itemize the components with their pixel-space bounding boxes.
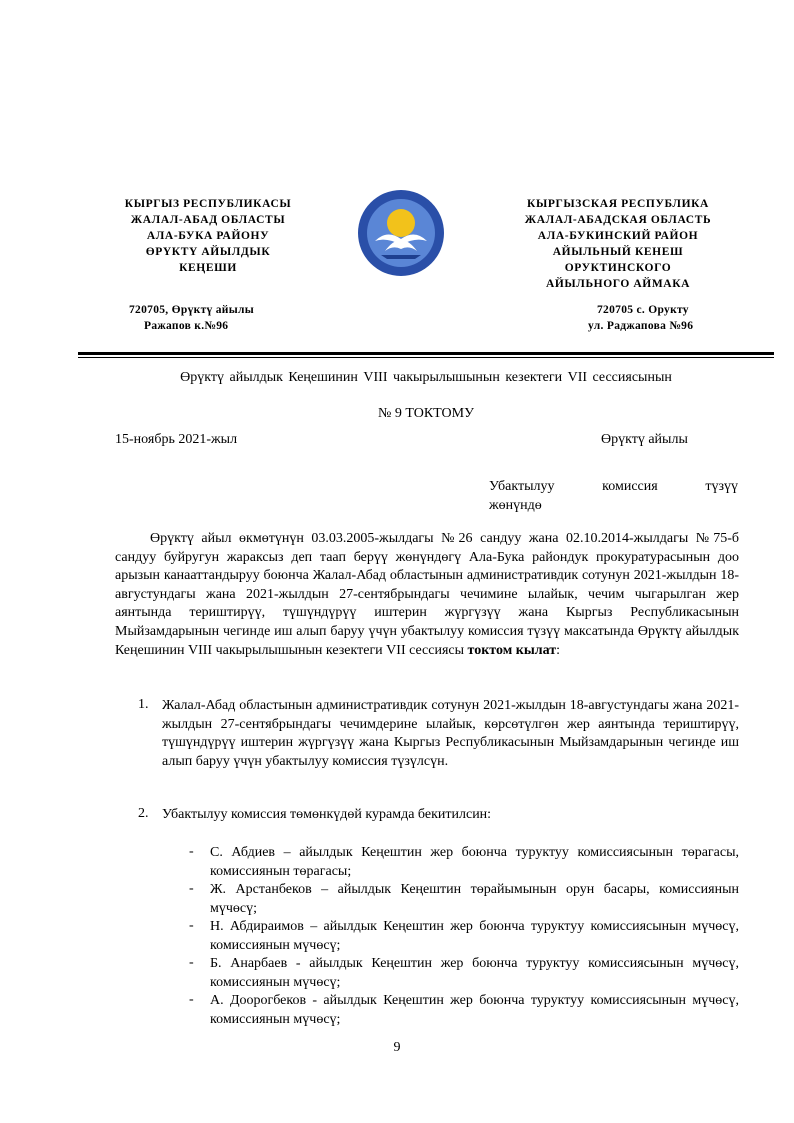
header-left <box>96 196 320 276</box>
member-dash: - <box>189 881 194 896</box>
header-right-line: АЛА-БУКИНСКИЙ РАЙОН <box>537 230 699 242</box>
address-right-village: 720705 с. Орукту <box>597 304 689 316</box>
member-dash: - <box>189 955 194 970</box>
member-item: Б. Анарбаев - айылдык Кеңештин жер боюнча туруктуу комиссиясынын мүчөсү, комиссиянын мүчөсү; <box>210 956 739 990</box>
preamble <box>115 530 739 660</box>
header-right-line: ЖАЛАЛ-АБАДСКАЯ ОБЛАСТЬ <box>524 214 712 226</box>
header-right-line: АЙЫЛЬНОГО АЙМАКА <box>545 278 691 290</box>
preamble-end: : <box>556 642 561 658</box>
session-title: Өрүктү айылдык Кеңешинин VIII чакырылышынын кезектеги VII сессиясынын <box>180 370 672 385</box>
address-left-street: 720705, Өрүктү айылы <box>129 304 255 316</box>
header-right-line: ОРУКТИНСКОГО <box>564 262 672 274</box>
list-item: Убактылуу комиссия төмөнкүдөй курамда бекитилсин: <box>162 807 492 822</box>
header-right <box>496 196 740 292</box>
header-right-line: КЫРГЫЗСКАЯ РЕСПУБЛИКА <box>527 198 709 210</box>
member-item: А. Доорогбеков - айылдык Кеңештин жер боюнча туруктуу комиссиясынын мүчөсү, комиссиянын мүчөсү; <box>210 993 739 1027</box>
member-item: С. Абдиев – айылдык Кеңештин жер боюнча туруктуу комиссиясынын төрагасы, комиссиянын төрагасы; <box>210 845 739 879</box>
preamble-bold: токтом кылат <box>467 642 557 658</box>
header-left-line: ЖАЛАЛ-АБАД ОБЛАСТЫ <box>130 214 286 226</box>
member-item: Н. Абдираимов – айылдык Кеңештин жер боюнча туруктуу комиссиясынын мүчөсү, комиссиянын мүчөсү; <box>210 919 739 953</box>
address-right-street: ул. Раджапова №96 <box>588 320 694 332</box>
decision-subject: Убактылуу комиссия түзүү жөнүндө <box>489 479 738 513</box>
header-divider-thin <box>78 357 774 358</box>
decision-date: 15-ноябрь 2021-жыл <box>115 432 238 447</box>
header-divider-thick <box>78 352 774 355</box>
address-left-house: Ражапов к.№96 <box>144 320 229 332</box>
decision-title: № 9 ТОКТОМУ <box>377 406 474 421</box>
member-dash: - <box>189 844 194 859</box>
member-item: Ж. Арстанбеков – айылдык Кеңештин төрайымынын орун басары, комиссиянын мүчөсү; <box>210 882 739 916</box>
list-item: Жалал-Абад областынын административдик сотунун 2021-жылдын 18-августундагы жана 2021-жылдын 27-сентябрындагы чечимдерине ылайык, көрсөтүлгөн жер аянтында териштирүү, түшүндүрүү иштерин жүргүзүү жана Кыргыз Республикасынын Мыйзамдарынын чегинде иш алып баруу үчүн убактылуу комиссия түзүлсүн. <box>162 698 739 769</box>
member-dash: - <box>189 918 194 933</box>
page-number: 9 <box>393 1040 401 1055</box>
header-left-line: КЫРГЫЗ РЕСПУБЛИКАСЫ <box>124 198 292 210</box>
item-number: 2. <box>138 806 149 821</box>
preamble-text: Өрүктү айыл өкмөтүнүн 03.03.2005-жылдагы №26 сандуу жана 02.10.2014-жылдагы №75-б сандуу буйругун жараксыз деп таап берүү жөнүндөгү Ала-Бука райондук прокуратурасынын доо арызын канааттандыруу боюнча Жалал-Абад областынын административдик сотунун 2021-жылдын 18-августундагы жана 2021-жылдын 27-сентябрындагы чечимине ылайык, чечим чыгарылган жер аянтында териштирүү, түшүндүрүү иштерин жүргүзүү жана Кыргыз Республикасынын Мыйзамдарынын чегинде иш алып баруу үчүн убактылуу комиссия түзүү максатында Өрүктү айылдык Кеңешинин VIII чакырылышынын кезектеги VII сессиясы <box>115 531 739 658</box>
decision-place: Өрүктү айылы <box>601 432 688 447</box>
header-right-line: АЙЫЛЬНЫЙ КЕНЕШ <box>552 246 684 258</box>
item-number: 1. <box>138 697 149 712</box>
header-left-line: ӨРҮКТҮ АЙЫЛДЫК <box>145 246 271 258</box>
header-left-line: КЕҢЕШИ <box>179 262 237 274</box>
member-dash: - <box>189 992 194 1007</box>
state-emblem <box>357 189 445 277</box>
header-left-line: АЛА-БУКА РАЙОНУ <box>146 230 270 242</box>
